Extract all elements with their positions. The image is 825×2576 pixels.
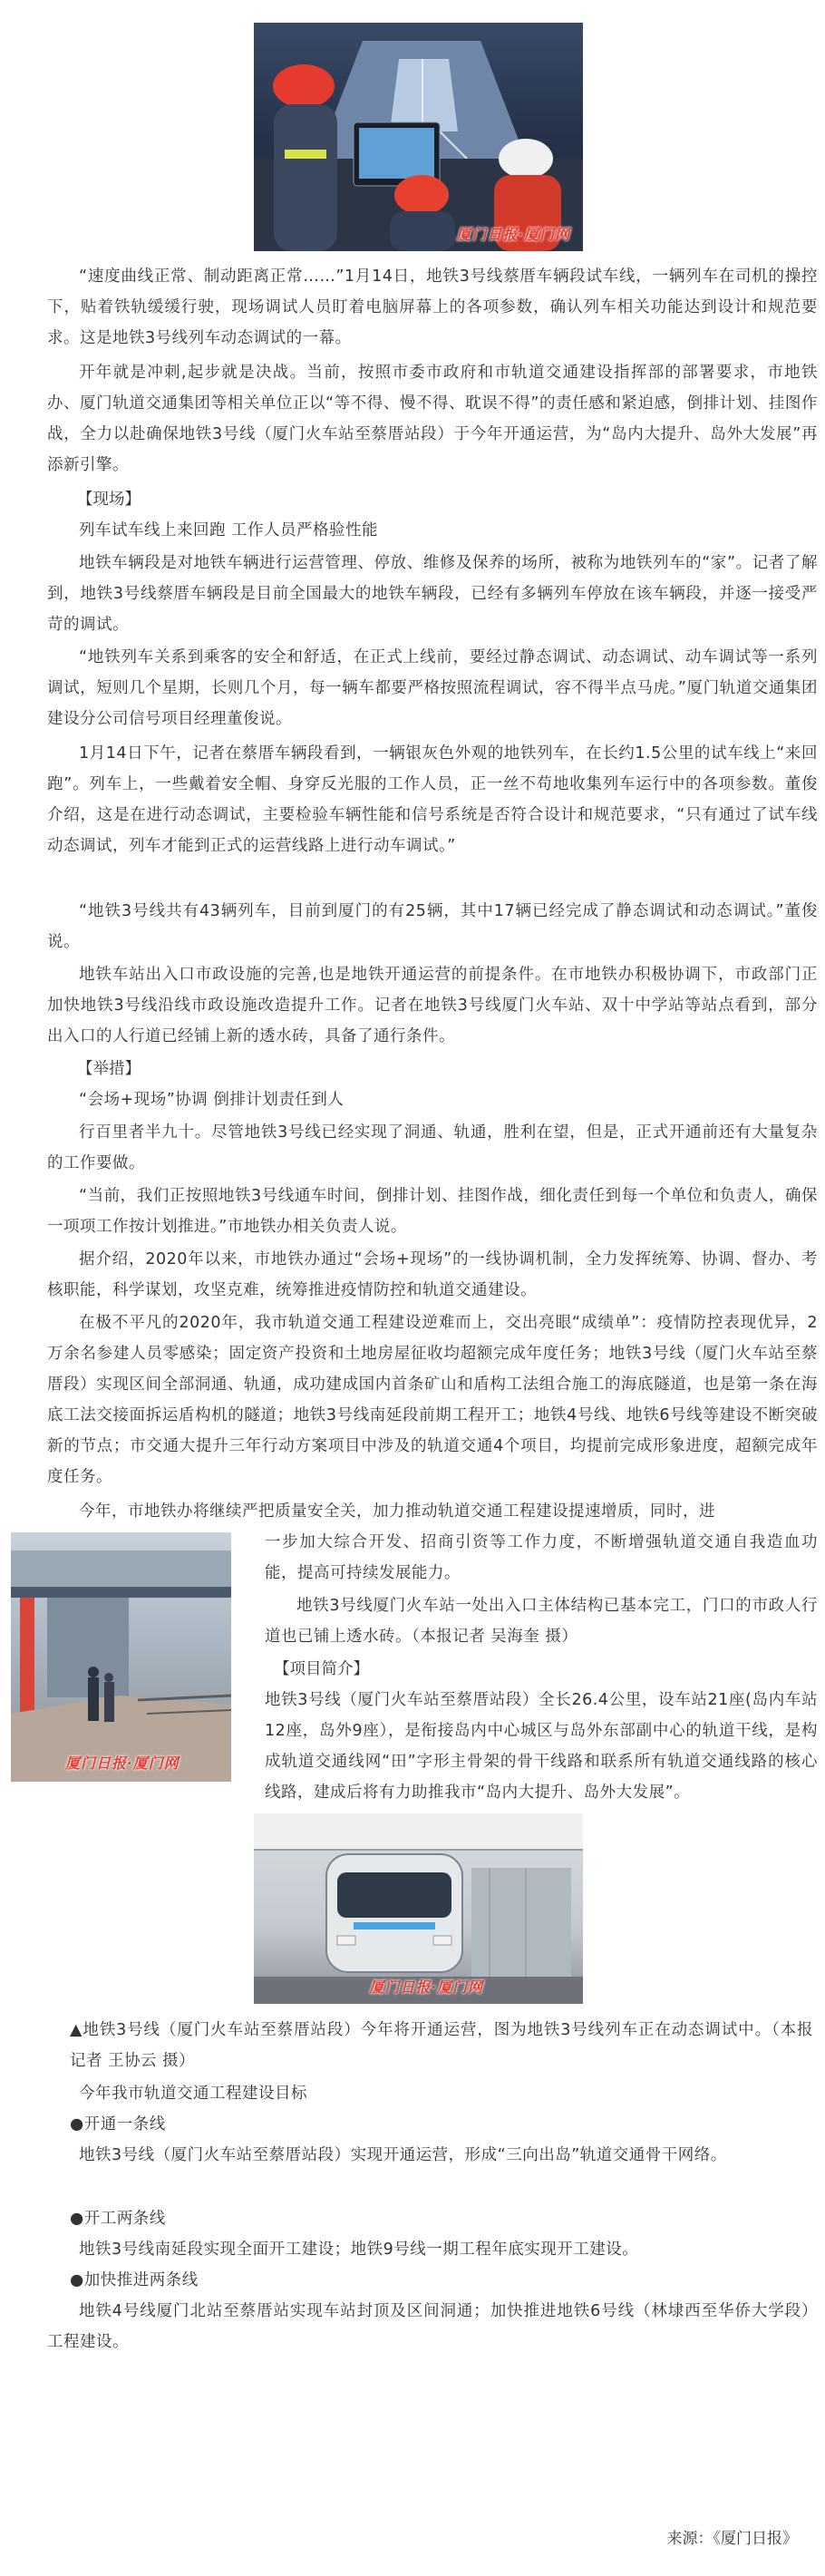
goals-title: 今年我市轨道交通工程建设目标: [79, 2085, 307, 2103]
paragraph-6: “地铁3号线共有43辆列车，目前到厦门的有25辆，其中17辆已经完成了静态调试和动态调试。”董俊说。: [47, 902, 818, 951]
photo-caption-2: ▲地铁3号线（厦门火车站至蔡厝站段）今年将开通运营，图为地铁3号线列车正在动态调试中。（本报记者 王协云 摄）: [70, 2021, 813, 2070]
photo-watermark: 厦门日报·厦门网: [65, 1755, 180, 1772]
goal-1-heading: ●开通一条线: [70, 2115, 166, 2134]
goal-2-body: 地铁3号线南延段实现全面开工建设；地铁9号线一期工程年底实现开工建设。: [79, 2241, 639, 2259]
section-heading-intro: 【项目简介】: [274, 1660, 369, 1678]
paragraph-4: “地铁列车关系到乘客的安全和舒适，在正式上线前，要经过静态调试、动态调试、动车调试等一系列调试，短则几个星期，长则几个月，每一辆车都要严格按照流程调试，容不得半点马虎。”厦门轨道交通集团建设分公司信号项目经理董俊说。: [47, 648, 818, 728]
goal-3-body: 地铁4号线厦门北站至蔡厝站实现车站封顶及区间洞通；加快推进地铁6号线（林埭西至华侨大学段）工程建设。: [47, 2302, 818, 2351]
paragraph-9: “当前，我们正按照地铁3号线通车时间，倒排计划、挂图作战，细化责任到每一个单位和负责人，确保一项项工作按计划推进。”市地铁办相关负责人说。: [47, 1187, 818, 1236]
photo-caption-1: 地铁3号线厦门火车站一处出入口主体结构已基本完工，门口的市政人行道也已铺上透水砖。（本报记者 吴海奎 摄）: [265, 1597, 818, 1646]
paragraph-11: 在极不平凡的2020年，我市轨道交通工程建设逆难而上，交出亮眼“成绩单”：疫情防控表现优异，2万余名参建人员零感染；固定资产投资和土地房屋征收均超额完成年度任务；地铁3号线（厦门火车站至蔡厝段）实现区间全部洞通、轨通，成功建成国内首条矿山和盾构工法组合施工的海底隧道，也是第一条在海底工法交接面拆运盾构机的隧道；地铁3号线南延段前期工程开工；地铁4号线、地铁6号线等建设不断突破新的节点；市交通大提升三年行动方案项目中涉及的轨道交通4个项目，均提前完成形象进度，超额完成年度任务。: [47, 1314, 818, 1486]
train-cab-illustration: [254, 23, 583, 251]
intro-paragraph-start: 地铁3号线（厦门火车站至蔡厝站段）全长26.4公里，设车站21座(岛内车站12座，岛外9座），是衔接岛内中心城区与岛外东部副中心的轨道干线，是构成轨道交通线网“田”字形主骨架的骨干线路和联系所有轨道交通线路的核心线路，建成后将有力助推我市“岛内大提升、岛外大发展”。: [265, 1691, 818, 1802]
subheading-1: 列车试车线上来回跑 工作人员严格验性能: [79, 521, 379, 540]
paragraph-8: 行百里者半九十。尽管地铁3号线已经实现了洞通、轨通，胜利在望，但是，正式开通前还有大量复杂的工作要做。: [47, 1123, 818, 1172]
section-heading-scene: 【现场】: [77, 491, 141, 509]
goal-2-heading: ●开工两条线: [70, 2210, 166, 2228]
paragraph-12b: 一步加大综合开发、招商引资等工作力度，不断增强轨道交通自我造血功能，提高可持续发展能力。: [265, 1533, 818, 1582]
paragraph-5: 1月14日下午，记者在蔡厝车辆段看到，一辆银灰色外观的地铁列车，在长约1.5公里的试车线上“来回跑”。列车上，一些戴着安全帽、身穿反光服的工作人员，正一丝不苟地收集列车运行中的各项参数。董俊介绍，这是在进行动态调试，主要检验车辆性能和信号系统是否符合设计和规范要求，“只有通过了试车线动态调试，列车才能到正式的运营线路上进行动车调试。”: [47, 744, 818, 855]
paragraph-10: 据介绍，2020年以来，市地铁办通过“会场+现场”的一线协调机制，全力发挥统筹、协调、督办、考核职能，科学谋划，攻坚克难，统筹推进疫情防控和轨道交通建设。: [47, 1250, 818, 1299]
paragraph-1: “速度曲线正常、制动距离正常……”1月14日，地铁3号线蔡厝车辆段试车线，一辆列车在司机的操控下，贴着铁轨缓缓行驶，现场调试人员盯着电脑屏幕上的各项参数，确认列车相关功能达到设计和规范要求。这是地铁3号线列车动态调试的一幕。: [47, 267, 818, 347]
photo-watermark: 厦门日报·厦门网: [369, 1978, 483, 1996]
train-cab-photo: [254, 23, 583, 251]
goal-1-body: 地铁3号线（厦门火车站至蔡厝站段）实现开通运营，形成“三向出岛”轨道交通骨干网络。: [79, 2146, 727, 2164]
article-source: 来源：《厦门日报》: [666, 2530, 798, 2548]
section-heading-measures: 【举措】: [77, 1060, 141, 1078]
paragraph-3: 地铁车辆段是对地铁车辆进行运营管理、停放、维修及保养的场所，被称为地铁列车的“家”。记者了解到，地铁3号线蔡厝车辆段是目前全国最大的地铁车辆段，已经有多辆列车停放在该车辆段，并逐一接受严苛的调试。: [47, 554, 818, 634]
photo-watermark: 厦门日报·厦门网: [456, 226, 570, 243]
paragraph-12a: 今年，市地铁办将继续严把质量安全关，加力推动轨道交通工程建设提速增质，同时，进: [79, 1502, 715, 1521]
paragraph-7: 地铁车站出入口市政设施的完善,也是地铁开通运营的前提条件。在市地铁办积极协调下，市政部门正加快地铁3号线沿线市政设施改造提升工作。记者在地铁3号线厦门火车站、双十中学站等站点看到，部分出入口的人行道已经铺上新的透水砖，具备了通行条件。: [47, 966, 818, 1045]
train-depot-photo: [254, 1813, 583, 2004]
subheading-2: “会场+现场”协调 倒排计划责任到人: [79, 1091, 345, 1109]
paragraph-2: 开年就是冲刺,起步就是决战。当前，按照市委市政府和市轨道交通建设指挥部的部署要求，市地铁办、厦门轨道交通集团等相关单位正以“等不得、慢不得、耽误不得”的责任感和紧迫感，倒排计划、挂图作战，全力以赴确保地铁3号线（厦门火车站至蔡厝站段）于今年开通运营，为“岛内大提升、岛外大发展”再添新引擎。: [47, 364, 818, 474]
goal-3-heading: ●加快推进两条线: [70, 2271, 199, 2289]
